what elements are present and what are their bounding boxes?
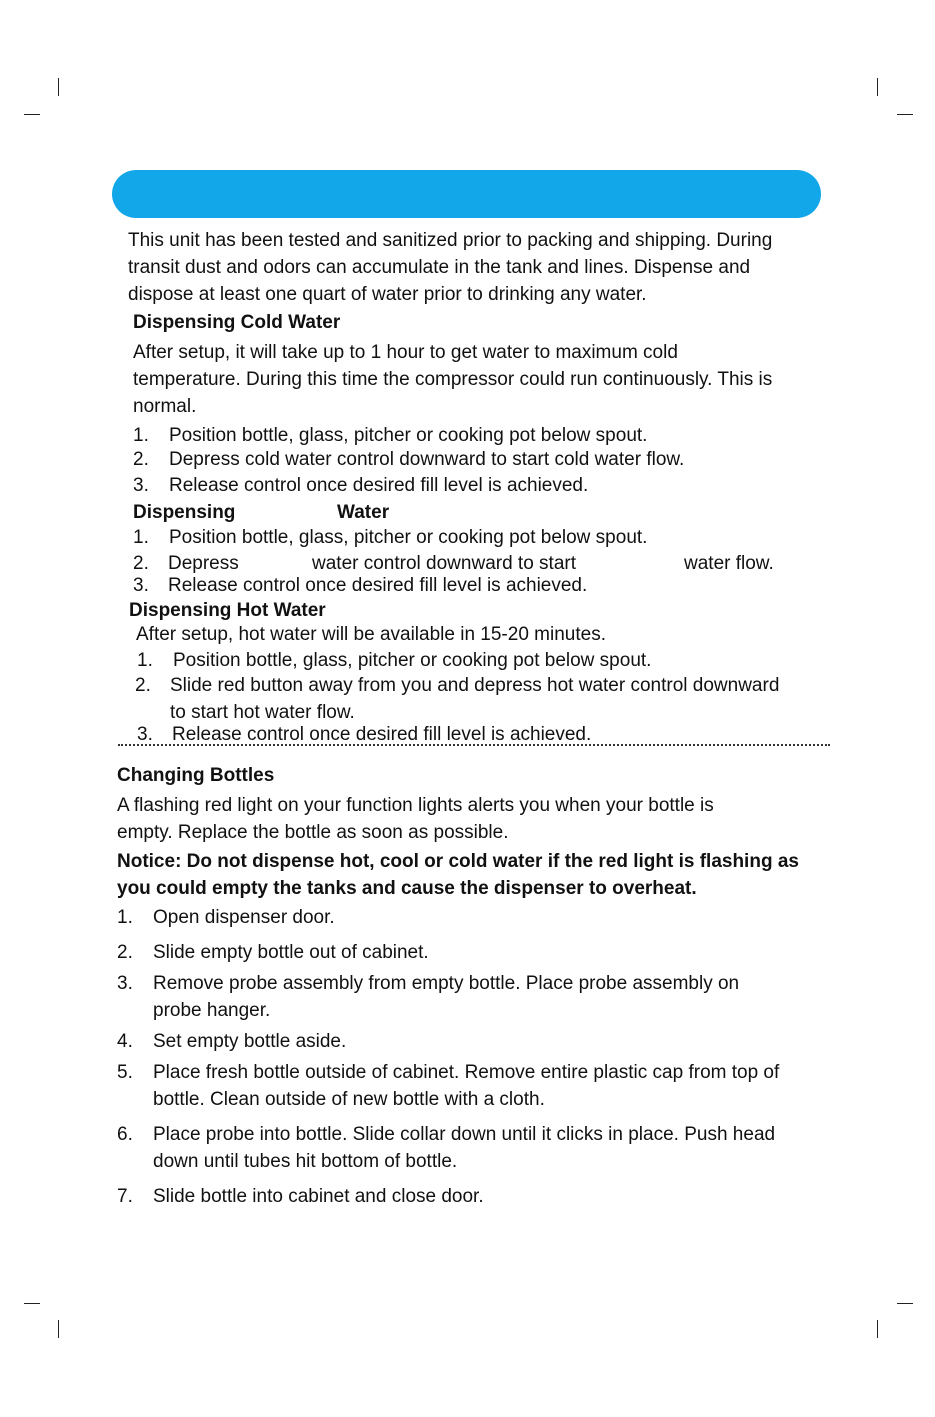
bottles-step-number: 4. (117, 1031, 133, 1052)
middle-heading-right: Water (337, 502, 390, 523)
crop-mark-top-left-vertical (58, 78, 59, 96)
cold-para-line: After setup, it will take up to 1 hour to get water to maximum cold (133, 342, 678, 363)
bottles-step-text: Open dispenser door. (153, 907, 335, 928)
middle-step-text-a: Depress (168, 553, 239, 574)
bottles-step-text: Slide empty bottle out of cabinet. (153, 942, 429, 963)
intro-line: dispose at least one quart of water prior to drinking any water. (128, 284, 647, 305)
bottles-step-text: Remove probe assembly from empty bottle. Place probe assembly on (153, 973, 740, 994)
cold-step-text: Depress cold water control downward to start cold water flow. (169, 449, 685, 470)
bottles-step-text: probe hanger. (153, 1000, 271, 1021)
crop-mark-top-left-horizontal (24, 114, 40, 115)
hot-para: After setup, hot water will be available in 15-20 minutes. (136, 624, 606, 645)
crop-mark-bottom-right-vertical (877, 1320, 878, 1338)
crop-mark-bottom-right-horizontal (897, 1303, 913, 1304)
bottles-step-number: 3. (117, 973, 133, 994)
crop-mark-bottom-left-horizontal (24, 1303, 40, 1304)
bottles-step-number: 1. (117, 907, 133, 928)
notice-line: you could empty the tanks and cause the dispenser to overheat. (117, 878, 697, 899)
cold-step-text: Position bottle, glass, pitcher or cooking pot below spout. (169, 425, 648, 446)
hot-step-number: 2. (135, 675, 151, 696)
hot-step-text: Slide red button away from you and depress hot water control downward (170, 675, 780, 696)
bottles-step-text: Place fresh bottle outside of cabinet. Remove entire plastic cap from top of (153, 1062, 780, 1083)
middle-step-number: 1. (133, 527, 149, 548)
middle-step-number: 3. (133, 575, 149, 596)
middle-step-text-b: water control downward to start (312, 553, 577, 574)
middle-step-text-c: water flow. (684, 553, 774, 574)
middle-step-number: 2. (133, 553, 149, 574)
cold-step-text: Release control once desired fill level is achieved. (169, 475, 589, 496)
crop-mark-top-right-horizontal (897, 114, 913, 115)
crop-mark-bottom-left-vertical (58, 1320, 59, 1338)
bottles-para-line: A flashing red light on your function lights alerts you when your bottle is (117, 795, 714, 816)
bottles-step-number: 5. (117, 1062, 133, 1083)
bottles-step-text: bottle. Clean outside of new bottle with a cloth. (153, 1089, 545, 1110)
intro-line: transit dust and odors can accumulate in the tank and lines. Dispense and (128, 257, 751, 278)
cold-step-number: 3. (133, 475, 149, 496)
bottles-step-number: 7. (117, 1186, 133, 1207)
bottles-para-line: empty. Replace the bottle as soon as possible. (117, 822, 509, 843)
cold-step-number: 1. (133, 425, 149, 446)
middle-step-text: Release control once desired fill level is achieved. (168, 575, 588, 596)
middle-heading-left: Dispensing (133, 502, 236, 523)
hot-step-text: Release control once desired fill level is achieved. (172, 724, 592, 745)
hot-step-text: to start hot water flow. (170, 702, 355, 723)
bottles-step-text: down until tubes hit bottom of bottle. (153, 1151, 458, 1172)
middle-step-text: Position bottle, glass, pitcher or cooking pot below spout. (169, 527, 648, 548)
cold-para-line: temperature. During this time the compressor could run continuously. This is (133, 369, 773, 390)
hot-step-text: Position bottle, glass, pitcher or cooking pot below spout. (173, 650, 652, 671)
changing-bottles-heading: Changing Bottles (117, 765, 275, 786)
bottles-step-number: 6. (117, 1124, 133, 1145)
bottles-step-number: 2. (117, 942, 133, 963)
bottles-step-text: Place probe into bottle. Slide collar down until it clicks in place. Push head (153, 1124, 776, 1145)
dotted-divider (118, 744, 830, 746)
hot-step-number: 1. (137, 650, 153, 671)
hot-water-heading: Dispensing Hot Water (129, 600, 326, 621)
notice-line: Notice: Do not dispense hot, cool or cold water if the red light is flashing as (117, 851, 799, 872)
bottles-step-text: Slide bottle into cabinet and close door. (153, 1186, 484, 1207)
bottles-step-text: Set empty bottle aside. (153, 1031, 347, 1052)
cold-para-line: normal. (133, 396, 197, 417)
section-banner (112, 170, 821, 218)
intro-line: This unit has been tested and sanitized prior to packing and shipping. During (128, 230, 773, 251)
hot-step-number: 3. (137, 724, 153, 745)
crop-mark-top-right-vertical (877, 78, 878, 96)
cold-step-number: 2. (133, 449, 149, 470)
cold-water-heading: Dispensing Cold Water (133, 312, 341, 333)
